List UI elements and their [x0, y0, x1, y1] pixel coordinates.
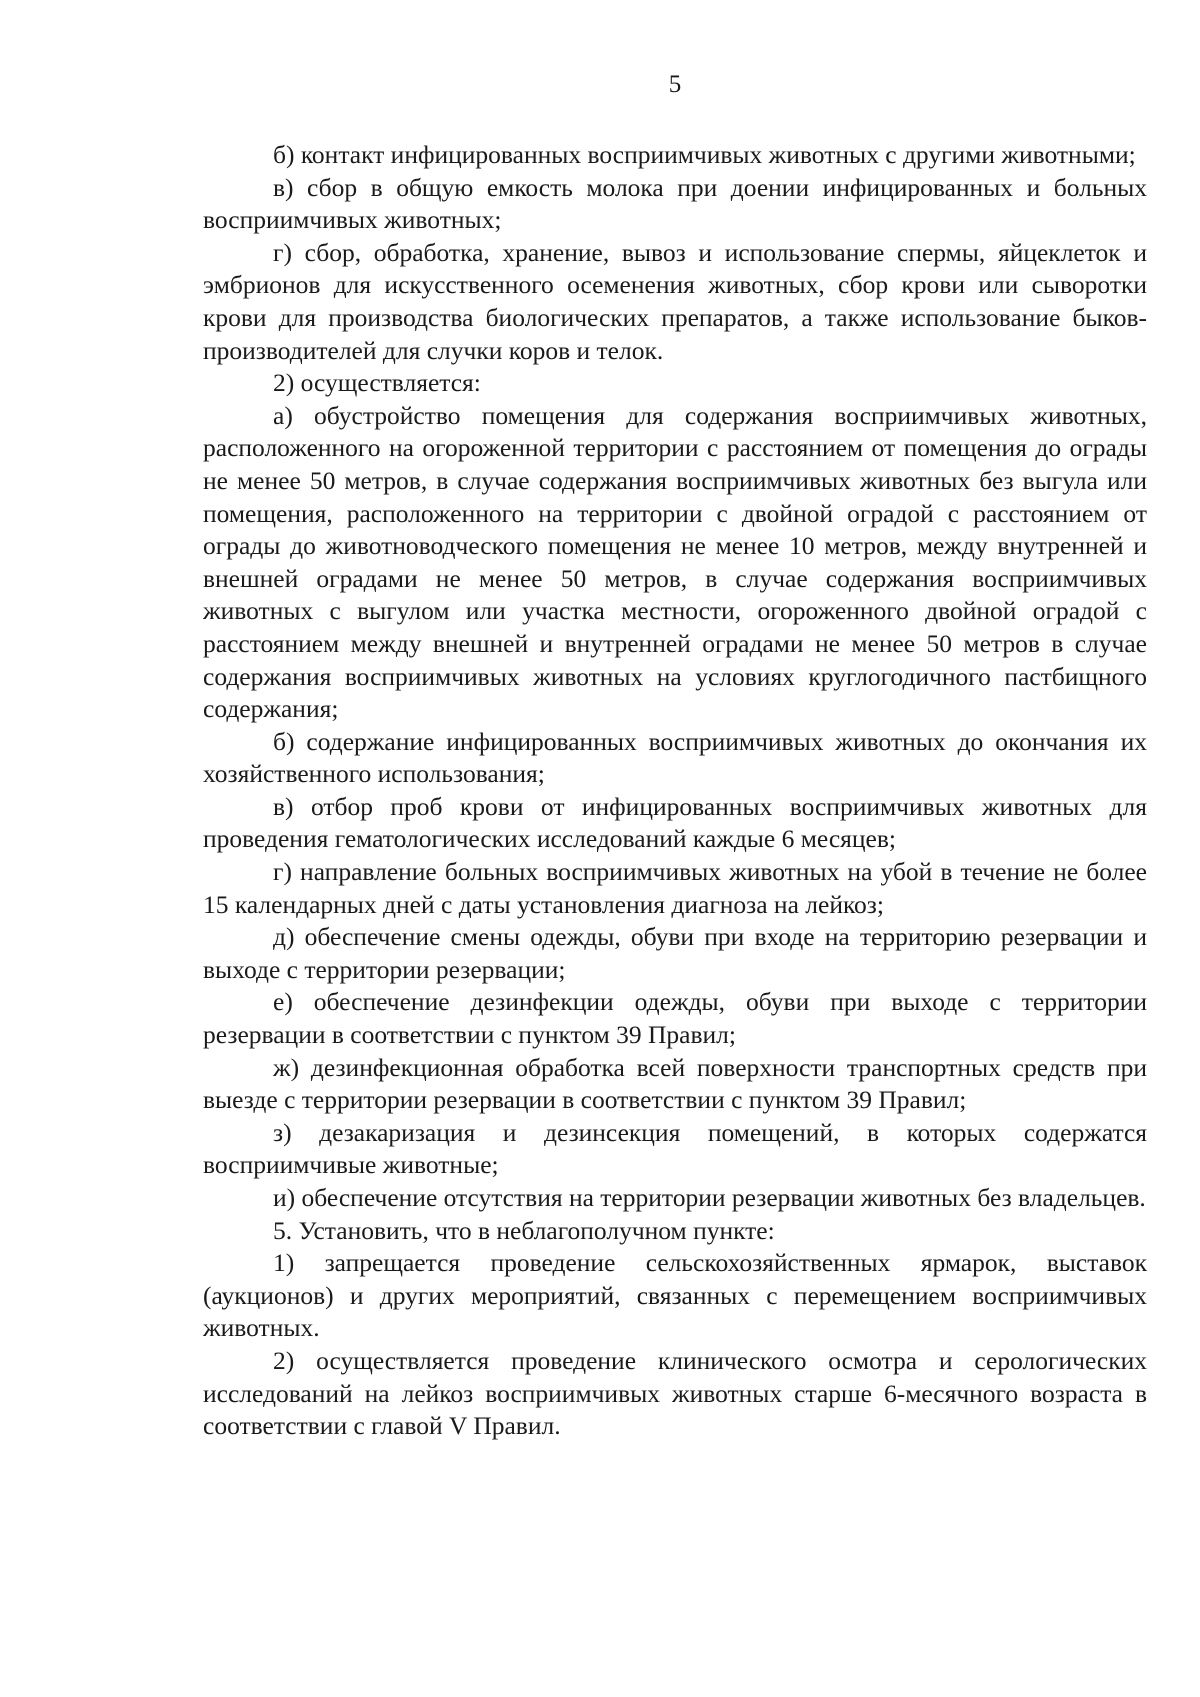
paragraph-2-carried-out: 2) осуществляется: [273, 368, 481, 398]
paragraph-a-premises: а) обустройство помещения для содержания восприимчивых животных, расположенного на огороженной территории с расстоянием от помещения до ограды не менее 50 метров, в случае содержания восприимчивых животных без выгула или помещения, расположенного на территории с двойной оградой с расстоянием от ограды до животноводческого помещения не менее 10 метров, между внутренней и внешней оградами не менее 50 метров, в случае содержания восприимчивых животных с выгулом или участка местности, огороженного двойной оградой с расстоянием между внешней и внутренней оградами не менее 50 метров в случае содержания восприимчивых животных на условиях круглогодичного пастбищного содержания; [203, 400, 1147, 724]
paragraph-5-establish: 5. Установить, что в неблагополучном пункте: [273, 1215, 775, 1245]
paragraph-2-examination: 2) осуществляется проведение клинического осмотра и серологических исследований на лейкоз восприимчивых животных старше 6-месячного возраста в соответствии с главой V Правил. [203, 1345, 1147, 1441]
paragraph-g-sperm-collection: г) сбор, обработка, хранение, вывоз и использование спермы, яйцеклеток и эмбрионов для искусственного осеменения животных, сбор крови или сыворотки крови для производства биологических препаратов, а также использование быков-производителей для случки коров и телок. [203, 237, 1147, 365]
paragraph-v-milk-collection: в) сбор в общую емкость молока при доении инфицированных и больных восприимчивых животных; [203, 172, 1147, 235]
paragraph-e-disinfection-clothing: е) обеспечение дезинфекции одежды, обуви при выходе с территории резервации в соответствии с пунктом 39 Правил; [203, 987, 1147, 1050]
paragraph-g-slaughter: г) направление больных восприимчивых животных на убой в течение не более 15 календарных дней с даты установления диагноза на лейкоз; [203, 857, 1147, 919]
paragraph-zh-vehicle-disinfection: ж) дезинфекционная обработка всей поверхности транспортных средств при выезде с территории резервации в соответствии с пунктом 39 Правил; [203, 1052, 1147, 1115]
paragraph-i-ownerless-animals: и) обеспечение отсутствия на территории резервации животных без владельцев. [273, 1183, 1146, 1212]
paragraph-1-prohibited: 1) запрещается проведение сельскохозяйственных ярмарок, выставок (аукционов) и других мероприятий, связанных с перемещением восприимчивых животных. [203, 1248, 1147, 1343]
paragraph-b-keeping: б) содержание инфицированных восприимчивых животных до окончания их хозяйственного использования; [203, 726, 1147, 789]
paragraph-z-pest-control: з) дезакаризация и дезинсекция помещений, в которых содержатся восприимчивые животные; [203, 1117, 1147, 1180]
paragraph-v-blood-sampling: в) отбор проб крови от инфицированных восприимчивых животных для проведения гематологических исследований каждые 6 месяцев; [203, 791, 1147, 854]
paragraph-b-contact: б) контакт инфицированных восприимчивых животных с другими животными; [273, 140, 1136, 169]
page-number: 5 [668, 71, 682, 98]
paragraph-d-clothing-change: д) обеспечение смены одежды, обуви при входе на территорию резервации и выходе с территории резервации; [203, 922, 1147, 984]
document-body [203, 139, 1147, 1443]
